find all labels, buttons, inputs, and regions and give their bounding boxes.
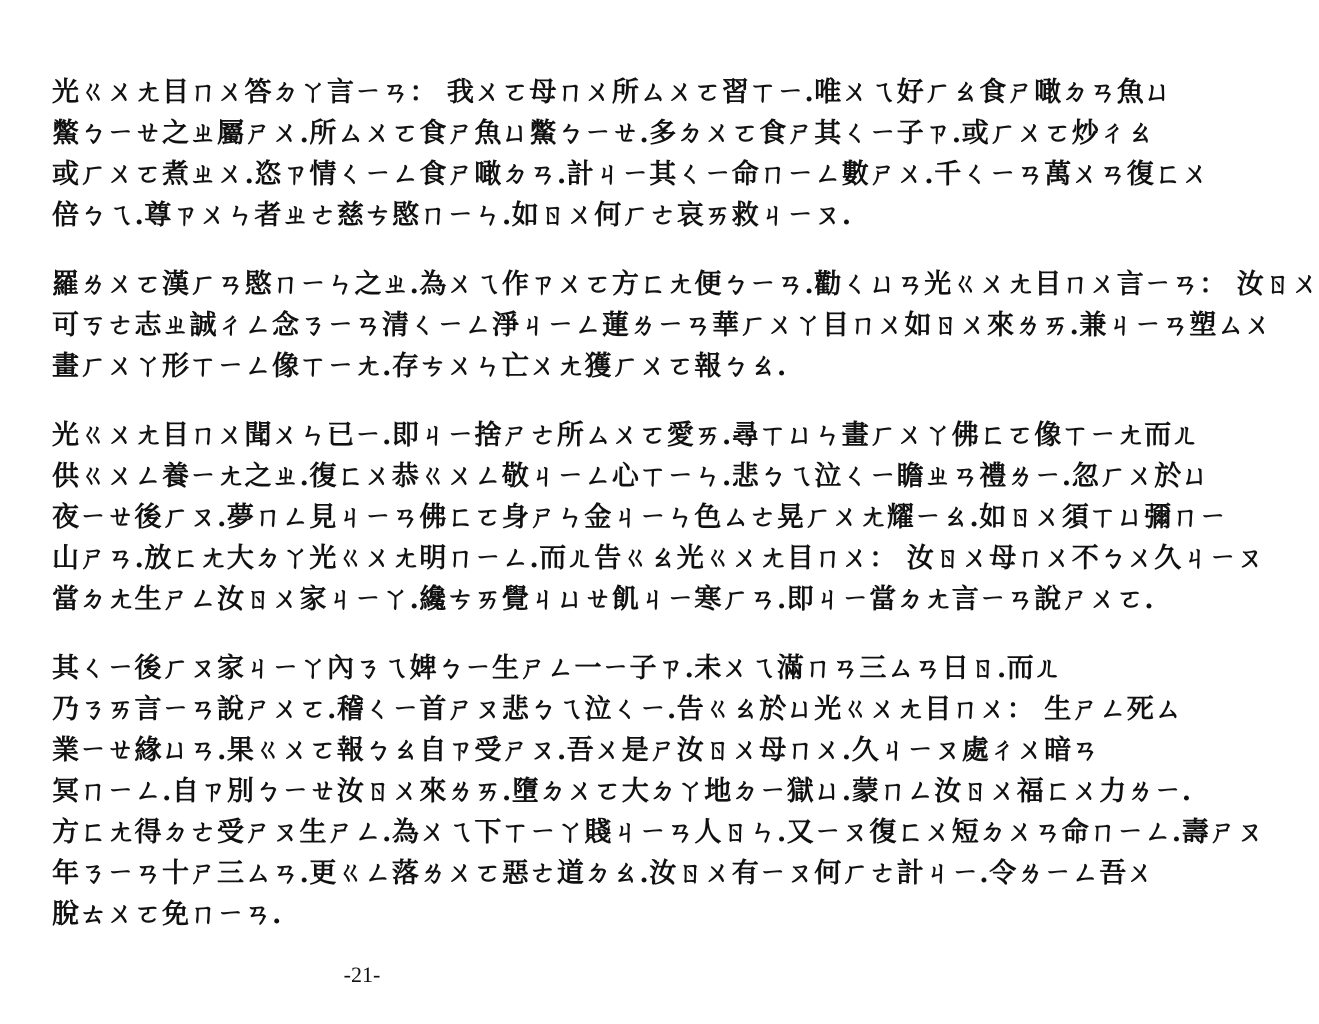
text-line: 其ㄑㄧ後ㄏㄡ家ㄐㄧㄚ內ㄋㄟ婢ㄅㄧ生ㄕㄥ一ㄧ子ㄗ.未ㄨㄟ滿ㄇㄢ三ㄙㄢ日ㄖ.而ㄦ: [52, 653, 1062, 684]
page-number: -21-: [343, 962, 381, 987]
text-line: 業ㄧㄝ緣ㄩㄢ.果ㄍㄨㄛ報ㄅㄠ自ㄗ受ㄕㄡ.吾ㄨ是ㄕ汝ㄖㄨ母ㄇㄨ.久ㄐㄧㄡ處ㄔㄨ暗ㄢ: [52, 735, 1100, 766]
text-line: 供ㄍㄨㄥ養ㄧㄤ之ㄓ.復ㄈㄨ恭ㄍㄨㄥ敬ㄐㄧㄥ心ㄒㄧㄣ.悲ㄅㄟ泣ㄑㄧ瞻ㄓㄢ禮ㄌㄧ.忽ㄏㄨ於ㄩ: [52, 461, 1210, 492]
text-line: 冥ㄇㄧㄥ.自ㄗ別ㄅㄧㄝ汝ㄖㄨ來ㄌㄞ.墮ㄉㄨㄛ大ㄉㄚ地ㄉㄧ獄ㄩ.蒙ㄇㄥ汝ㄖㄨ福ㄈㄨ力ㄌㄧ.: [52, 776, 1192, 807]
text-line: 倍ㄅㄟ.尊ㄗㄨㄣ者ㄓㄜ慈ㄘ愍ㄇㄧㄣ.如ㄖㄨ何ㄏㄜ哀ㄞ救ㄐㄧㄡ.: [52, 200, 852, 231]
text-line: 山ㄕㄢ.放ㄈㄤ大ㄉㄚ光ㄍㄨㄤ明ㄇㄧㄥ.而ㄦ告ㄍㄠ光ㄍㄨㄤ目ㄇㄨ： 汝ㄖㄨ母ㄇㄨ不ㄅㄨ久ㄐㄧㄡ: [52, 543, 1265, 574]
text-line: 脫ㄊㄨㄛ免ㄇㄧㄢ.: [52, 899, 282, 930]
text-line: 畫ㄏㄨㄚ形ㄒㄧㄥ像ㄒㄧㄤ.存ㄘㄨㄣ亡ㄨㄤ獲ㄏㄨㄛ報ㄅㄠ.: [52, 351, 787, 382]
text-line: 鱉ㄅㄧㄝ之ㄓ屬ㄕㄨ.所ㄙㄨㄛ食ㄕ魚ㄩ鱉ㄅㄧㄝ.多ㄉㄨㄛ食ㄕ其ㄑㄧ子ㄗ.或ㄏㄨㄛ炒ㄔㄠ: [52, 118, 1155, 149]
text-line: 光ㄍㄨㄤ目ㄇㄨ聞ㄨㄣ已ㄧ.即ㄐㄧ捨ㄕㄜ所ㄙㄨㄛ愛ㄞ.尋ㄒㄩㄣ畫ㄏㄨㄚ佛ㄈㄛ像ㄒㄧㄤ而ㄦ: [52, 420, 1200, 451]
text-line: 當ㄉㄤ生ㄕㄥ汝ㄖㄨ家ㄐㄧㄚ.纔ㄘㄞ覺ㄐㄩㄝ飢ㄐㄧ寒ㄏㄢ.即ㄐㄧ當ㄉㄤ言ㄧㄢ說ㄕㄨㄛ.: [52, 584, 1155, 615]
text-line: 年ㄋㄧㄢ十ㄕ三ㄙㄢ.更ㄍㄥ落ㄌㄨㄛ惡ㄜ道ㄉㄠ.汝ㄖㄨ有ㄧㄡ何ㄏㄜ計ㄐㄧ.令ㄌㄧㄥ吾ㄨ: [52, 858, 1155, 889]
paragraph-2: [52, 264, 1319, 387]
text-line: 或ㄏㄨㄛ煮ㄓㄨ.恣ㄗ情ㄑㄧㄥ食ㄕ噉ㄉㄢ.計ㄐㄧ其ㄑㄧ命ㄇㄧㄥ數ㄕㄨ.千ㄑㄧㄢ萬ㄨㄢ復ㄈㄨ: [52, 159, 1210, 190]
text-line: 夜ㄧㄝ後ㄏㄡ.夢ㄇㄥ見ㄐㄧㄢ佛ㄈㄛ身ㄕㄣ金ㄐㄧㄣ色ㄙㄜ晃ㄏㄨㄤ耀ㄧㄠ.如ㄖㄨ須ㄒㄩ彌ㄇㄧ: [52, 502, 1227, 533]
text-line: 乃ㄋㄞ言ㄧㄢ說ㄕㄨㄛ.稽ㄑㄧ首ㄕㄡ悲ㄅㄟ泣ㄑㄧ.告ㄍㄠ於ㄩ光ㄍㄨㄤ目ㄇㄨ： 生ㄕㄥ死ㄙ: [52, 694, 1182, 725]
text-line: 光ㄍㄨㄤ目ㄇㄨ答ㄉㄚ言ㄧㄢ： 我ㄨㄛ母ㄇㄨ所ㄙㄨㄛ習ㄒㄧ.唯ㄨㄟ好ㄏㄠ食ㄕ噉ㄉㄢ魚ㄩ: [52, 77, 1172, 108]
text-line: 方ㄈㄤ得ㄉㄜ受ㄕㄡ生ㄕㄥ.為ㄨㄟ下ㄒㄧㄚ賤ㄐㄧㄢ人ㄖㄣ.又ㄧㄡ復ㄈㄨ短ㄉㄨㄢ命ㄇㄧㄥ.壽ㄕㄡ: [52, 817, 1265, 848]
text-line: 可ㄎㄜ志ㄓ誠ㄔㄥ念ㄋㄧㄢ清ㄑㄧㄥ淨ㄐㄧㄥ蓮ㄌㄧㄢ華ㄏㄨㄚ目ㄇㄨ如ㄖㄨ來ㄌㄞ.兼ㄐㄧㄢ塑ㄙㄨ: [52, 310, 1272, 341]
text-line: 羅ㄌㄨㄛ漢ㄏㄢ愍ㄇㄧㄣ之ㄓ.為ㄨㄟ作ㄗㄨㄛ方ㄈㄤ便ㄅㄧㄢ.勸ㄑㄩㄢ光ㄍㄨㄤ目ㄇㄨ言ㄧㄢ： 汝ㄖㄨ: [52, 269, 1319, 300]
document-body: [52, 72, 1319, 963]
paragraph-4: [52, 648, 1265, 935]
paragraph-1: [52, 72, 1210, 236]
paragraph-3: [52, 415, 1265, 620]
